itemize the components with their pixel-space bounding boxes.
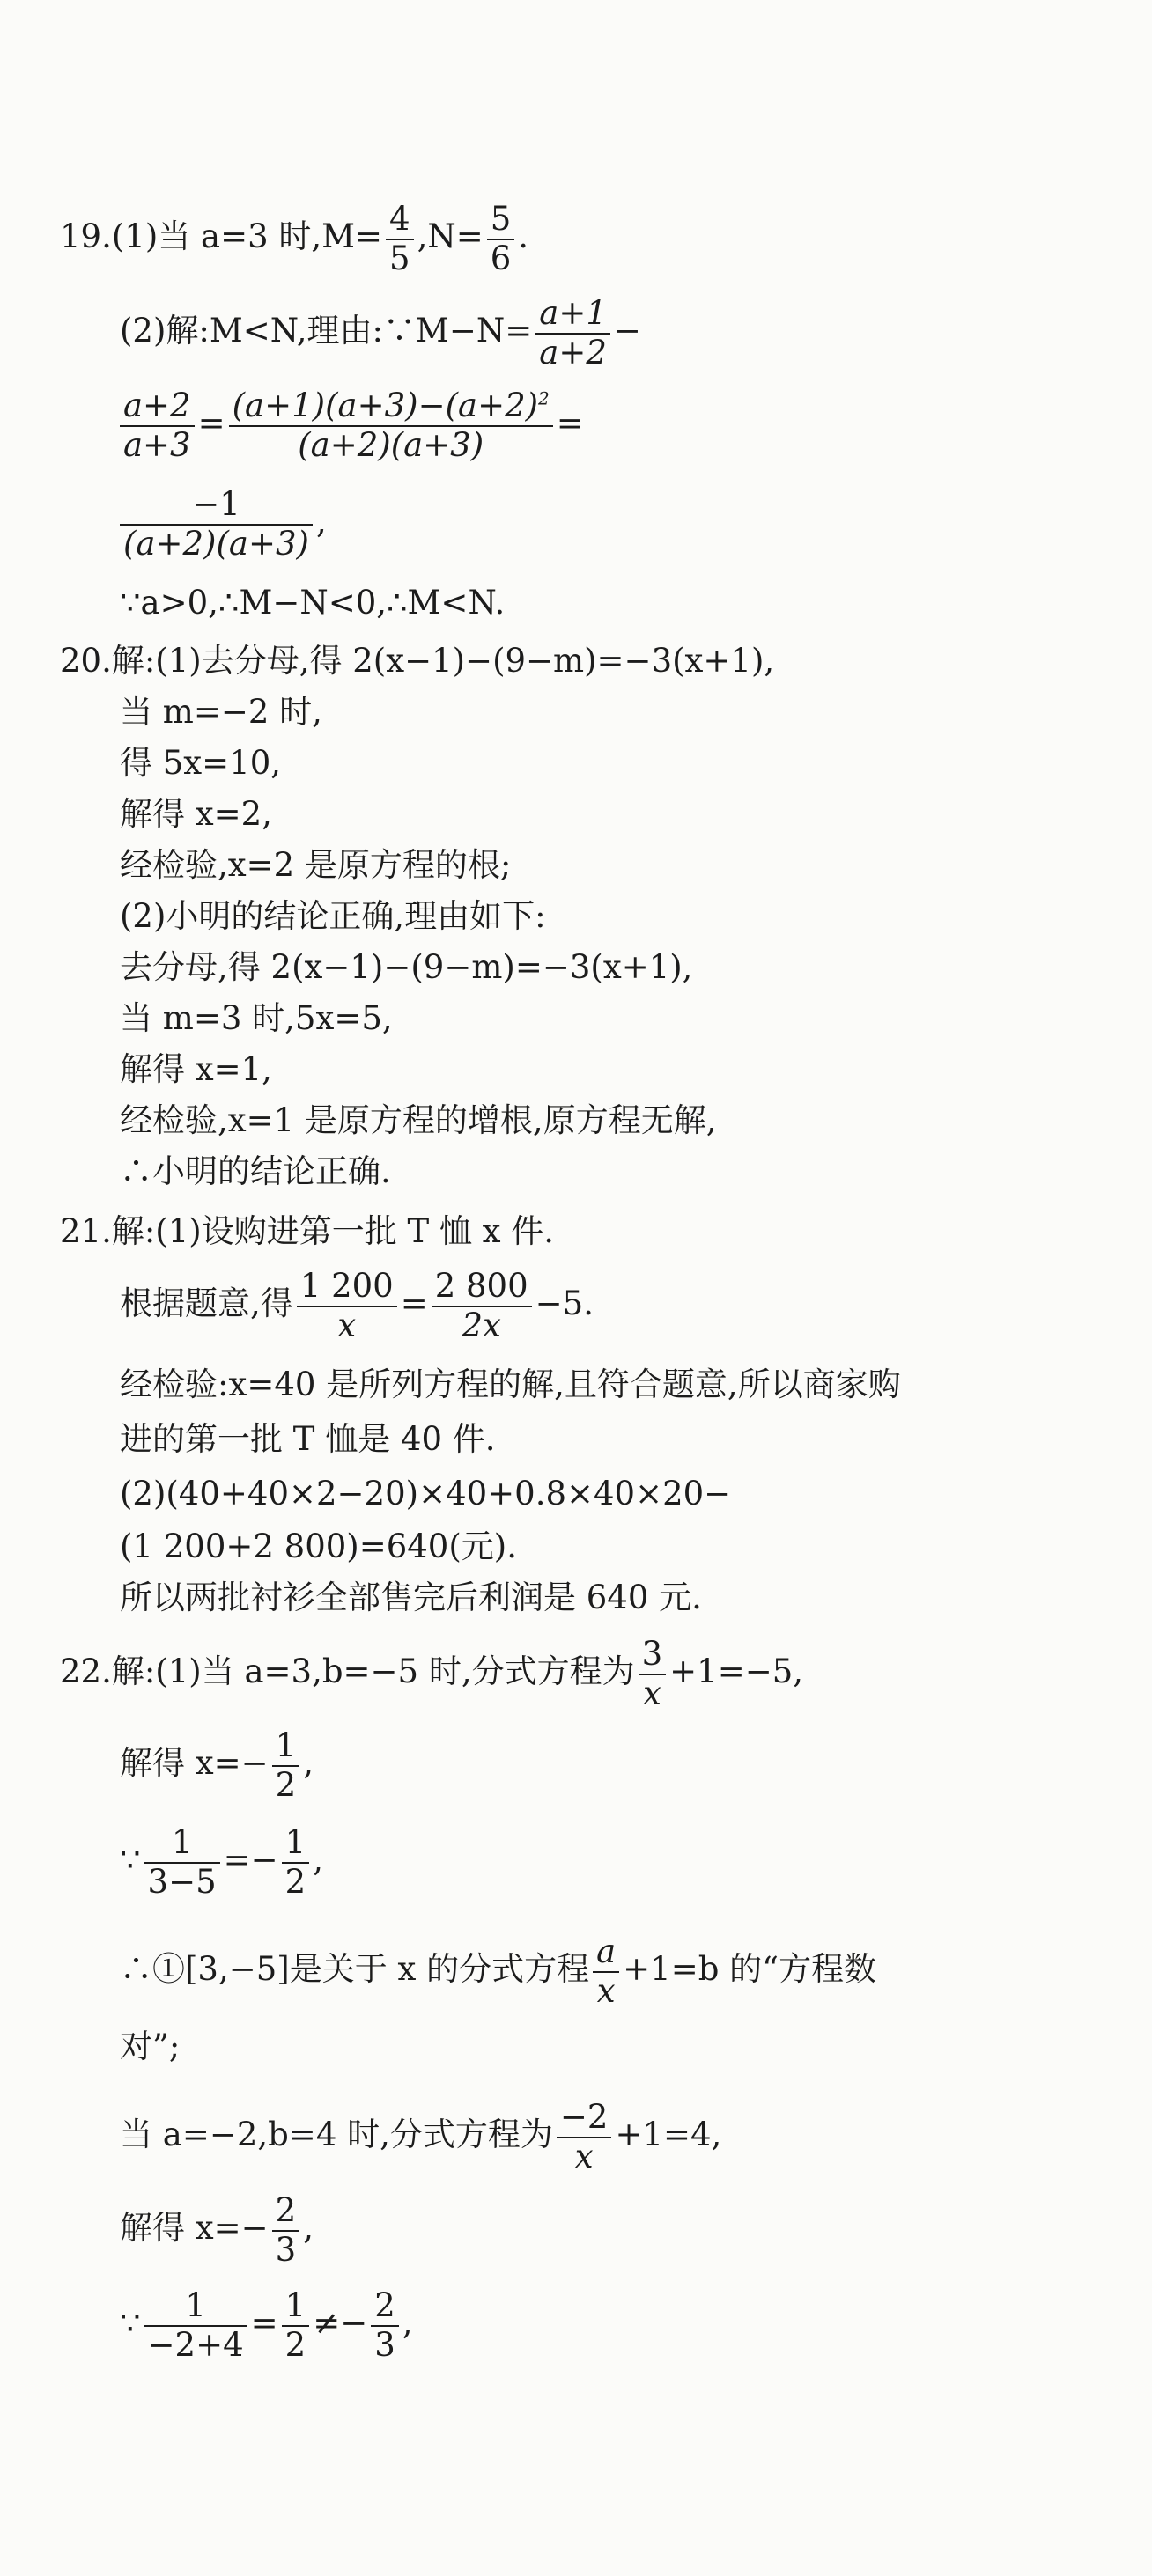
fraction: $\frac{1}{2}$: [272, 1727, 300, 1804]
q20-line-7: 去分母,得 2(x−1)−(9−m)=−3(x+1),: [120, 948, 693, 986]
q20-line-10: 经检验,x=1 是原方程的增根,原方程无解,: [120, 1101, 717, 1139]
q20-line-6: (2)小明的结论正确,理由如下:: [120, 897, 546, 935]
q19-line-3: $\frac{a+2}{a+3}$ = $\frac{(a+1)(a+3)-(a+2)^2}{(a+2)(a+3)}$ =: [120, 387, 584, 464]
q20-line-11: ∴小明的结论正确.: [120, 1152, 391, 1190]
fraction: $\frac{1}{2}$: [282, 1824, 310, 1901]
q21-line-4: 进的第一批 T 恤是 40 件.: [120, 1420, 496, 1458]
fraction: $\frac{-1}{(a+2)(a+3)}$: [120, 486, 313, 563]
fraction: $\frac{2 800}{2x}$: [432, 1268, 532, 1344]
q20-line-1: 20.解:(1)去分母,得 2(x−1)−(9−m)=−3(x+1),: [60, 642, 775, 680]
q19-line-4: $\frac{-1}{(a+2)(a+3)}$ ,: [120, 486, 327, 563]
fraction: $\frac{1}{2}$: [282, 2287, 310, 2364]
fraction: $\frac{a+2}{a+3}$: [120, 387, 195, 464]
q21-line-2: 根据题意,得 $\frac{1 200}{x}$ = $\frac{2 800}{2x}$ −5.: [120, 1267, 594, 1344]
fraction: $\frac{1}{-2+4}$: [144, 2287, 247, 2364]
q22-line-2: 解得 x=− $\frac{1}{2}$ ,: [120, 1726, 314, 1804]
q20-line-3: 得 5x=10,: [120, 744, 282, 782]
q22-line-7: 解得 x=− $\frac{2}{3}$ ,: [120, 2191, 314, 2269]
fraction: $\frac{2}{3}$: [272, 2192, 300, 2269]
q19-line-1: 19.(1)当 a=3 时,M= $\frac{4}{5}$ ,N= $\frac{5}{6}$ .: [60, 200, 529, 277]
q21-line-1: 21.解:(1)设购进第一批 T 恤 x 件.: [60, 1212, 555, 1250]
q22-line-4: ∴①[3,−5]是关于 x 的分式方程 $\frac{a}{x}$ +1=b 的“方程数: [120, 1932, 877, 2010]
q22-line-3: ∵ $\frac{1}{3-5}$ =− $\frac{1}{2}$ ,: [120, 1823, 323, 1901]
q20-line-8: 当 m=3 时,5x=5,: [120, 999, 393, 1037]
q22-line-8: ∵ $\frac{1}{-2+4}$ = $\frac{1}{2}$ ≠− $\frac{2}{3}$ ,: [120, 2286, 413, 2364]
q22-line-1: 22.解:(1)当 a=3,b=−5 时,分式方程为 $\frac{3}{x}$ +1=−5,: [60, 1635, 804, 1712]
q20-line-4: 解得 x=2,: [120, 795, 272, 833]
q21-line-3: 经检验:x=40 是所列方程的解,且符合题意,所以商家购: [120, 1365, 901, 1403]
q20-line-5: 经检验,x=2 是原方程的根;: [120, 846, 512, 884]
q19-line-2: (2)解:M<N,理由:∵M−N= $\frac{a+1}{a+2}$ −: [120, 294, 641, 372]
fraction: $\frac{-2}{x}$: [557, 2099, 612, 2175]
q21-line-6: (1 200+2 800)=640(元).: [120, 1527, 517, 1565]
fraction: $\frac{1 200}{x}$: [297, 1268, 397, 1344]
q22-line-5: 对”;: [120, 2028, 181, 2065]
q20-line-2: 当 m=−2 时,: [120, 693, 322, 731]
fraction: $\frac{3}{x}$: [639, 1636, 667, 1712]
q20-line-9: 解得 x=1,: [120, 1050, 272, 1088]
fraction: $\frac{1}{3-5}$: [144, 1824, 220, 1901]
q19-line-5: ∵a>0,∴M−N<0,∴M<N.: [120, 584, 506, 622]
fraction: $\frac{4}{5}$: [386, 201, 414, 277]
fraction: $\frac{a}{x}$: [593, 1933, 619, 2010]
q21-line-7: 所以两批衬衫全部售完后利润是 640 元.: [120, 1579, 702, 1616]
fraction: $\frac{a+1}{a+2}$: [535, 295, 610, 372]
fraction: $\frac{5}{6}$: [487, 201, 515, 277]
q21-line-5: (2)(40+40×2−20)×40+0.8×40×20−: [120, 1475, 732, 1512]
fraction: $\frac{2}{3}$: [371, 2287, 399, 2364]
fraction: $\frac{(a+1)(a+3)-(a+2)^2}{(a+2)(a+3)}$: [229, 387, 553, 464]
q22-line-6: 当 a=−2,b=4 时,分式方程为 $\frac{-2}{x}$ +1=4,: [120, 2098, 722, 2175]
